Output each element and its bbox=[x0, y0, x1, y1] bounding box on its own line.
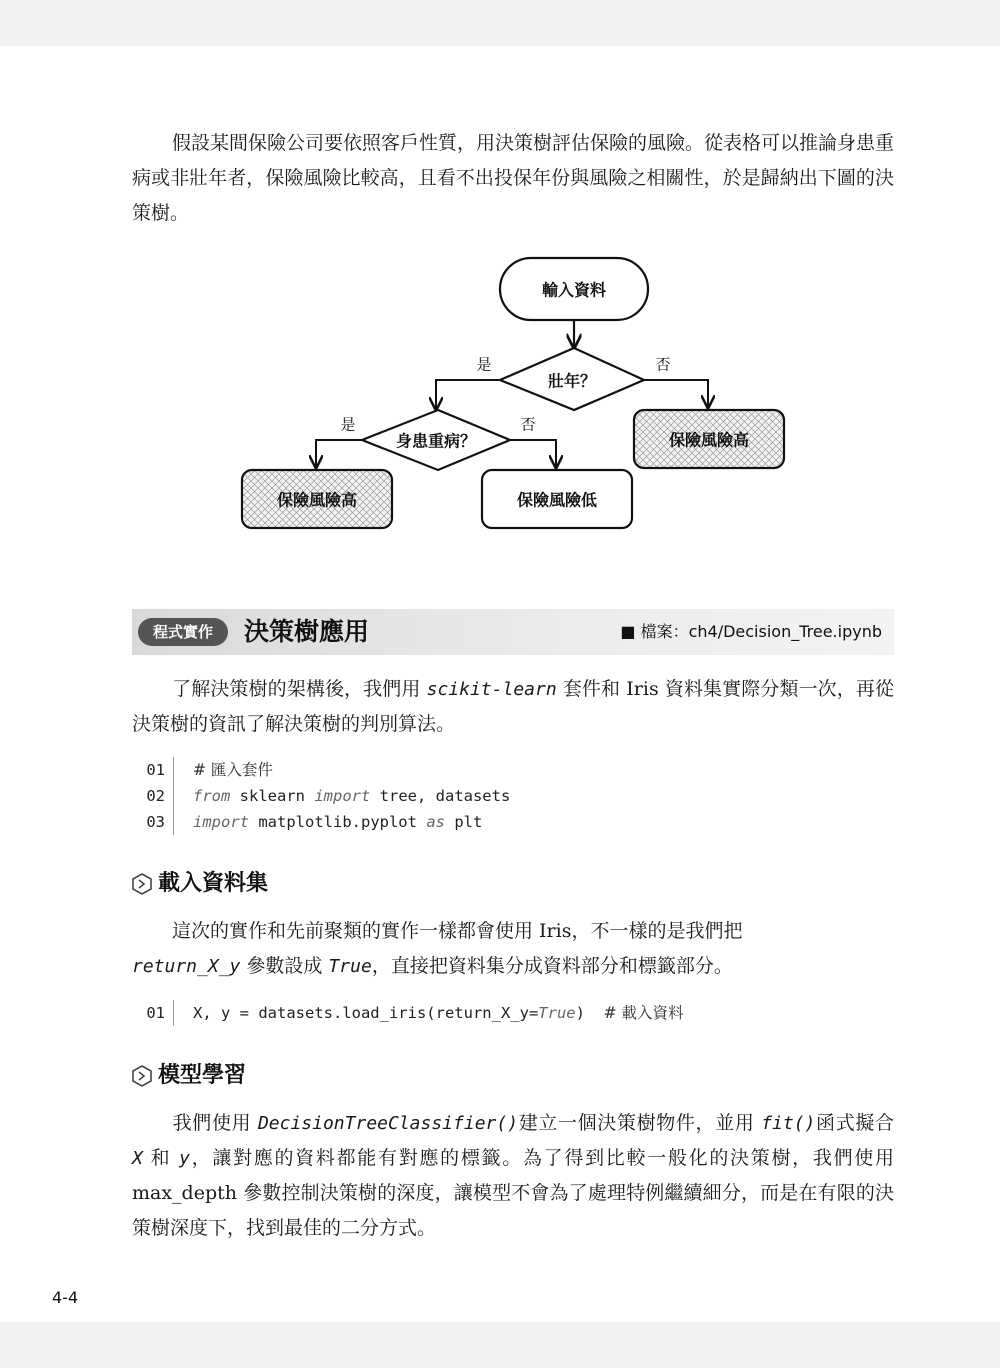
inline-code-sklearn: scikit-learn bbox=[426, 679, 557, 700]
illness-no-label: 否 bbox=[520, 415, 536, 434]
section-title: 決策樹應用 bbox=[244, 617, 370, 646]
section-badge: 程式實作 bbox=[138, 618, 228, 646]
high-risk-right-label: 保險風險高 bbox=[668, 430, 750, 450]
hexagon-bullet-icon bbox=[132, 873, 152, 895]
arrow-illness-yes bbox=[316, 440, 362, 466]
inline-code-fit: fit() bbox=[761, 1113, 816, 1134]
subheading-model-learning: 模型學習 bbox=[132, 1060, 246, 1092]
inline-code-y: y bbox=[179, 1148, 190, 1169]
age-question-label: 壯年？ bbox=[547, 371, 597, 391]
age-no-label: 否 bbox=[655, 355, 671, 374]
inline-code-classifier: DecisionTreeClassifier() bbox=[257, 1113, 519, 1134]
decision-tree-flowchart bbox=[230, 250, 800, 540]
line-number: 01 bbox=[132, 1000, 174, 1026]
low-risk-label: 保險風險低 bbox=[516, 490, 598, 510]
illness-yes-label: 是 bbox=[340, 415, 356, 434]
code-keyword: import bbox=[193, 813, 249, 831]
code-block-load bbox=[132, 1000, 894, 1026]
arrow-age-no bbox=[644, 380, 708, 406]
inline-code-x: X bbox=[132, 1148, 143, 1169]
code-line: 03 import matplotlib.pyplot as plt bbox=[132, 809, 894, 835]
bottom-margin-band bbox=[0, 1322, 1000, 1368]
code-line: 02 from sklearn import tree, datasets bbox=[132, 783, 894, 809]
model-learning-paragraph: 我們使用 DecisionTreeClassifier()建立一個決策樹物件，並用 fit()函式擬合 X 和 y，讓對應的資料都能有對應的標籤。為了得到比較一般化的決策樹，我們使用 max_depth 參數控制決策樹的深度，讓模型不會為了處理特例繼續細分，而是在有限的決策樹深度下，找到最佳的二分方式。 bbox=[132, 1112, 894, 1239]
inline-code-true: True bbox=[328, 956, 372, 977]
hexagon-bullet-icon bbox=[132, 1065, 152, 1087]
section-banner bbox=[132, 609, 894, 655]
top-margin-band bbox=[0, 0, 1000, 46]
age-yes-label: 是 bbox=[476, 355, 492, 374]
line-number: 03 bbox=[132, 809, 174, 835]
code-keyword: as bbox=[426, 813, 445, 831]
code-keyword: from bbox=[193, 787, 231, 805]
code-keyword: True bbox=[538, 1004, 576, 1022]
line-number: 02 bbox=[132, 783, 174, 809]
high-risk-left-label: 保險風險高 bbox=[276, 490, 358, 510]
arrow-illness-no bbox=[510, 440, 556, 466]
code-line bbox=[132, 757, 894, 783]
code-comment: # 載入資料 bbox=[603, 1004, 684, 1022]
arrow-age-yes bbox=[436, 380, 500, 408]
start-label: 輸入資料 bbox=[541, 280, 607, 300]
subheading-load-dataset: 載入資料集 bbox=[132, 868, 268, 900]
line-number: 01 bbox=[132, 757, 174, 783]
section-intro-paragraph: 了解決策樹的架構後，我們用 scikit-learn 套件和 Iris 資料集實際分類一次，再從決策樹的資訊了解決策樹的判別算法。 bbox=[132, 678, 894, 735]
code-block-imports bbox=[132, 757, 894, 835]
inline-code-return-xy: return_X_y bbox=[132, 956, 241, 977]
intro-paragraph: 假設某間保險公司要依照客戶性質，用決策樹評估保險的風險。從表格可以推論身患重病或非壯年者，保險風險比較高，且看不出投保年份與風險之相關性，於是歸納出下圖的決策樹。 bbox=[132, 132, 895, 224]
illness-question-label: 身患重病？ bbox=[395, 431, 477, 451]
file-path-label: ■ 檔案：ch4/Decision_Tree.ipynb bbox=[620, 622, 882, 641]
code-comment: # 匯入套件 bbox=[193, 761, 273, 779]
load-dataset-paragraph: 這次的實作和先前聚類的實作一樣都會使用 Iris，不一樣的是我們把 return_X_y 參數設成 True，直接把資料集分成資料部分和標籤部分。 bbox=[132, 920, 743, 977]
code-line: 01 X, y = datasets.load_iris(return_X_y=True) # 載入資料 bbox=[132, 1000, 894, 1026]
code-keyword: import bbox=[314, 787, 371, 805]
page-number: 4-4 bbox=[52, 1288, 79, 1307]
